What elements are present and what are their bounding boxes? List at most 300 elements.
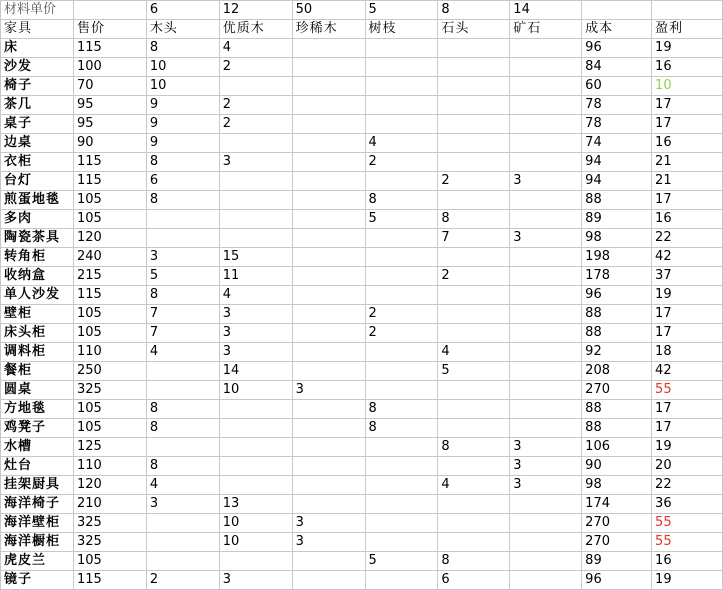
sale-price-cell[interactable]: 105 <box>73 400 146 419</box>
sale-price-cell[interactable]: 105 <box>73 552 146 571</box>
profit-cell[interactable]: 19 <box>652 286 723 305</box>
furniture-name-cell[interactable]: 餐柜 <box>1 362 74 381</box>
ore-qty-cell[interactable] <box>510 267 582 286</box>
price-cell[interactable]: 12 <box>219 1 292 20</box>
ore-qty-cell[interactable] <box>510 514 582 533</box>
quality-wood-qty-cell[interactable]: 10 <box>219 381 292 400</box>
profit-cell[interactable]: 16 <box>652 552 723 571</box>
branch-qty-cell[interactable]: 2 <box>365 324 438 343</box>
sale-price-cell[interactable]: 115 <box>73 172 146 191</box>
rare-wood-qty-cell[interactable] <box>292 457 365 476</box>
cost-cell[interactable]: 74 <box>582 134 652 153</box>
cost-cell[interactable]: 198 <box>582 248 652 267</box>
wood-qty-cell[interactable]: 5 <box>146 267 219 286</box>
profit-cell[interactable]: 19 <box>652 438 723 457</box>
cost-cell[interactable]: 178 <box>582 267 652 286</box>
cost-cell[interactable]: 96 <box>582 571 652 590</box>
profit-cell[interactable]: 55 <box>652 514 723 533</box>
stone-qty-cell[interactable] <box>438 419 510 438</box>
ore-qty-cell[interactable] <box>510 495 582 514</box>
wood-qty-cell[interactable]: 8 <box>146 400 219 419</box>
column-header[interactable]: 优质木 <box>219 20 292 39</box>
stone-qty-cell[interactable] <box>438 248 510 267</box>
stone-qty-cell[interactable] <box>438 457 510 476</box>
profit-cell[interactable]: 17 <box>652 419 723 438</box>
rare-wood-qty-cell[interactable]: 3 <box>292 514 365 533</box>
profit-cell[interactable]: 37 <box>652 267 723 286</box>
sale-price-cell[interactable]: 215 <box>73 267 146 286</box>
wood-qty-cell[interactable]: 4 <box>146 476 219 495</box>
wood-qty-cell[interactable]: 4 <box>146 343 219 362</box>
column-header[interactable]: 珍稀木 <box>292 20 365 39</box>
wood-qty-cell[interactable]: 10 <box>146 58 219 77</box>
cost-cell[interactable]: 78 <box>582 115 652 134</box>
branch-qty-cell[interactable] <box>365 248 438 267</box>
rare-wood-qty-cell[interactable] <box>292 191 365 210</box>
price-cell[interactable]: 50 <box>292 1 365 20</box>
ore-qty-cell[interactable] <box>510 400 582 419</box>
wood-qty-cell[interactable]: 3 <box>146 495 219 514</box>
sale-price-cell[interactable]: 100 <box>73 58 146 77</box>
sale-price-cell[interactable]: 95 <box>73 115 146 134</box>
stone-qty-cell[interactable] <box>438 533 510 552</box>
quality-wood-qty-cell[interactable]: 3 <box>219 324 292 343</box>
furniture-name-cell[interactable]: 鸡凳子 <box>1 419 74 438</box>
cost-cell[interactable]: 90 <box>582 457 652 476</box>
branch-qty-cell[interactable]: 2 <box>365 153 438 172</box>
price-cell[interactable]: 6 <box>146 1 219 20</box>
wood-qty-cell[interactable] <box>146 362 219 381</box>
sale-price-cell[interactable]: 105 <box>73 419 146 438</box>
quality-wood-qty-cell[interactable] <box>219 134 292 153</box>
ore-qty-cell[interactable]: 3 <box>510 172 582 191</box>
cost-cell[interactable]: 98 <box>582 476 652 495</box>
sale-price-cell[interactable]: 110 <box>73 343 146 362</box>
rare-wood-qty-cell[interactable] <box>292 400 365 419</box>
ore-qty-cell[interactable] <box>510 362 582 381</box>
sale-price-cell[interactable]: 90 <box>73 134 146 153</box>
furniture-name-cell[interactable]: 挂架厨具 <box>1 476 74 495</box>
sale-price-cell[interactable]: 105 <box>73 191 146 210</box>
branch-qty-cell[interactable]: 2 <box>365 305 438 324</box>
branch-qty-cell[interactable] <box>365 172 438 191</box>
material-price-label[interactable]: 材料单价 <box>1 1 74 20</box>
sale-price-cell[interactable]: 95 <box>73 96 146 115</box>
quality-wood-qty-cell[interactable]: 15 <box>219 248 292 267</box>
ore-qty-cell[interactable] <box>510 77 582 96</box>
quality-wood-qty-cell[interactable]: 4 <box>219 286 292 305</box>
quality-wood-qty-cell[interactable] <box>219 457 292 476</box>
ore-qty-cell[interactable] <box>510 153 582 172</box>
stone-qty-cell[interactable] <box>438 39 510 58</box>
branch-qty-cell[interactable] <box>365 457 438 476</box>
cost-cell[interactable]: 94 <box>582 153 652 172</box>
wood-qty-cell[interactable]: 8 <box>146 419 219 438</box>
cost-cell[interactable]: 94 <box>582 172 652 191</box>
rare-wood-qty-cell[interactable]: 3 <box>292 533 365 552</box>
quality-wood-qty-cell[interactable]: 3 <box>219 571 292 590</box>
column-header[interactable]: 石头 <box>438 20 510 39</box>
furniture-name-cell[interactable]: 床头柜 <box>1 324 74 343</box>
cost-cell[interactable]: 98 <box>582 229 652 248</box>
wood-qty-cell[interactable]: 2 <box>146 571 219 590</box>
quality-wood-qty-cell[interactable] <box>219 210 292 229</box>
profit-cell[interactable]: 55 <box>652 381 723 400</box>
cost-cell[interactable]: 88 <box>582 324 652 343</box>
profit-cell[interactable]: 21 <box>652 153 723 172</box>
furniture-name-cell[interactable]: 单人沙发 <box>1 286 74 305</box>
profit-cell[interactable]: 16 <box>652 134 723 153</box>
price-cell[interactable]: 5 <box>365 1 438 20</box>
stone-qty-cell[interactable] <box>438 305 510 324</box>
wood-qty-cell[interactable]: 10 <box>146 77 219 96</box>
ore-qty-cell[interactable] <box>510 96 582 115</box>
branch-qty-cell[interactable] <box>365 267 438 286</box>
quality-wood-qty-cell[interactable]: 3 <box>219 153 292 172</box>
cost-cell[interactable]: 106 <box>582 438 652 457</box>
sale-price-cell[interactable]: 105 <box>73 324 146 343</box>
quality-wood-qty-cell[interactable] <box>219 77 292 96</box>
quality-wood-qty-cell[interactable] <box>219 552 292 571</box>
furniture-name-cell[interactable]: 壁柜 <box>1 305 74 324</box>
rare-wood-qty-cell[interactable] <box>292 495 365 514</box>
ore-qty-cell[interactable] <box>510 39 582 58</box>
cost-cell[interactable]: 96 <box>582 39 652 58</box>
stone-qty-cell[interactable] <box>438 115 510 134</box>
quality-wood-qty-cell[interactable]: 3 <box>219 305 292 324</box>
profit-cell[interactable]: 10 <box>652 77 723 96</box>
cost-cell[interactable]: 270 <box>582 514 652 533</box>
wood-qty-cell[interactable]: 9 <box>146 134 219 153</box>
rare-wood-qty-cell[interactable] <box>292 267 365 286</box>
rare-wood-qty-cell[interactable] <box>292 172 365 191</box>
wood-qty-cell[interactable]: 7 <box>146 324 219 343</box>
furniture-name-cell[interactable]: 茶几 <box>1 96 74 115</box>
stone-qty-cell[interactable] <box>438 153 510 172</box>
quality-wood-qty-cell[interactable] <box>219 438 292 457</box>
column-header[interactable]: 木头 <box>146 20 219 39</box>
furniture-name-cell[interactable]: 调料柜 <box>1 343 74 362</box>
profit-cell[interactable]: 55 <box>652 533 723 552</box>
stone-qty-cell[interactable] <box>438 286 510 305</box>
profit-cell[interactable]: 22 <box>652 229 723 248</box>
quality-wood-qty-cell[interactable] <box>219 172 292 191</box>
rare-wood-qty-cell[interactable] <box>292 248 365 267</box>
ore-qty-cell[interactable] <box>510 115 582 134</box>
branch-qty-cell[interactable]: 5 <box>365 210 438 229</box>
sale-price-cell[interactable]: 105 <box>73 305 146 324</box>
branch-qty-cell[interactable]: 8 <box>365 191 438 210</box>
profit-cell[interactable]: 17 <box>652 400 723 419</box>
ore-qty-cell[interactable] <box>510 134 582 153</box>
quality-wood-qty-cell[interactable] <box>219 476 292 495</box>
stone-qty-cell[interactable]: 4 <box>438 476 510 495</box>
cost-cell[interactable]: 89 <box>582 210 652 229</box>
profit-cell[interactable]: 20 <box>652 457 723 476</box>
quality-wood-qty-cell[interactable]: 2 <box>219 58 292 77</box>
cost-cell[interactable]: 88 <box>582 400 652 419</box>
rare-wood-qty-cell[interactable] <box>292 210 365 229</box>
column-header[interactable]: 矿石 <box>510 20 582 39</box>
sale-price-cell[interactable]: 250 <box>73 362 146 381</box>
sale-price-cell[interactable]: 240 <box>73 248 146 267</box>
rare-wood-qty-cell[interactable] <box>292 153 365 172</box>
cost-cell[interactable]: 84 <box>582 58 652 77</box>
wood-qty-cell[interactable]: 8 <box>146 39 219 58</box>
stone-qty-cell[interactable] <box>438 400 510 419</box>
ore-qty-cell[interactable] <box>510 552 582 571</box>
furniture-name-cell[interactable]: 镜子 <box>1 571 74 590</box>
wood-qty-cell[interactable] <box>146 438 219 457</box>
wood-qty-cell[interactable] <box>146 229 219 248</box>
stone-qty-cell[interactable] <box>438 495 510 514</box>
quality-wood-qty-cell[interactable]: 11 <box>219 267 292 286</box>
branch-qty-cell[interactable] <box>365 514 438 533</box>
branch-qty-cell[interactable]: 4 <box>365 134 438 153</box>
profit-cell[interactable]: 18 <box>652 343 723 362</box>
profit-cell[interactable]: 22 <box>652 476 723 495</box>
cost-cell[interactable]: 88 <box>582 305 652 324</box>
furniture-name-cell[interactable]: 转角柜 <box>1 248 74 267</box>
furniture-name-cell[interactable]: 衣柜 <box>1 153 74 172</box>
quality-wood-qty-cell[interactable] <box>219 191 292 210</box>
price-cell[interactable] <box>582 1 652 20</box>
stone-qty-cell[interactable]: 2 <box>438 267 510 286</box>
cost-cell[interactable]: 92 <box>582 343 652 362</box>
ore-qty-cell[interactable]: 3 <box>510 229 582 248</box>
branch-qty-cell[interactable] <box>365 571 438 590</box>
furniture-name-cell[interactable]: 煎蛋地毯 <box>1 191 74 210</box>
cost-cell[interactable]: 88 <box>582 191 652 210</box>
wood-qty-cell[interactable] <box>146 552 219 571</box>
profit-cell[interactable]: 17 <box>652 191 723 210</box>
cost-cell[interactable]: 96 <box>582 286 652 305</box>
profit-cell[interactable]: 36 <box>652 495 723 514</box>
furniture-name-cell[interactable]: 边桌 <box>1 134 74 153</box>
rare-wood-qty-cell[interactable] <box>292 419 365 438</box>
furniture-name-cell[interactable]: 海洋壁柜 <box>1 514 74 533</box>
price-cell[interactable] <box>652 1 723 20</box>
quality-wood-qty-cell[interactable]: 10 <box>219 533 292 552</box>
furniture-name-cell[interactable]: 多肉 <box>1 210 74 229</box>
quality-wood-qty-cell[interactable]: 4 <box>219 39 292 58</box>
branch-qty-cell[interactable] <box>365 58 438 77</box>
wood-qty-cell[interactable] <box>146 381 219 400</box>
column-header[interactable]: 成本 <box>582 20 652 39</box>
branch-qty-cell[interactable] <box>365 96 438 115</box>
sale-price-cell[interactable]: 115 <box>73 286 146 305</box>
quality-wood-qty-cell[interactable] <box>219 419 292 438</box>
furniture-name-cell[interactable]: 陶瓷茶具 <box>1 229 74 248</box>
furniture-name-cell[interactable]: 桌子 <box>1 115 74 134</box>
branch-qty-cell[interactable] <box>365 438 438 457</box>
stone-qty-cell[interactable] <box>438 58 510 77</box>
ore-qty-cell[interactable] <box>510 533 582 552</box>
branch-qty-cell[interactable] <box>365 39 438 58</box>
ore-qty-cell[interactable] <box>510 571 582 590</box>
furniture-name-cell[interactable]: 椅子 <box>1 77 74 96</box>
profit-cell[interactable]: 21 <box>652 172 723 191</box>
stone-qty-cell[interactable]: 7 <box>438 229 510 248</box>
furniture-name-cell[interactable]: 水槽 <box>1 438 74 457</box>
wood-qty-cell[interactable]: 8 <box>146 191 219 210</box>
ore-qty-cell[interactable]: 3 <box>510 457 582 476</box>
sale-price-cell[interactable]: 115 <box>73 39 146 58</box>
rare-wood-qty-cell[interactable]: 3 <box>292 381 365 400</box>
rare-wood-qty-cell[interactable] <box>292 115 365 134</box>
wood-qty-cell[interactable]: 8 <box>146 286 219 305</box>
profit-cell[interactable]: 19 <box>652 571 723 590</box>
branch-qty-cell[interactable]: 5 <box>365 552 438 571</box>
stone-qty-cell[interactable]: 8 <box>438 210 510 229</box>
rare-wood-qty-cell[interactable] <box>292 438 365 457</box>
sale-price-cell[interactable]: 110 <box>73 457 146 476</box>
rare-wood-qty-cell[interactable] <box>292 324 365 343</box>
stone-qty-cell[interactable] <box>438 96 510 115</box>
cost-cell[interactable]: 208 <box>582 362 652 381</box>
column-header[interactable]: 树枝 <box>365 20 438 39</box>
cost-cell[interactable]: 78 <box>582 96 652 115</box>
wood-qty-cell[interactable]: 3 <box>146 248 219 267</box>
wood-qty-cell[interactable]: 8 <box>146 153 219 172</box>
sale-price-cell[interactable]: 120 <box>73 476 146 495</box>
branch-qty-cell[interactable] <box>365 115 438 134</box>
branch-qty-cell[interactable] <box>365 533 438 552</box>
profit-cell[interactable]: 19 <box>652 39 723 58</box>
wood-qty-cell[interactable]: 6 <box>146 172 219 191</box>
branch-qty-cell[interactable] <box>365 362 438 381</box>
stone-qty-cell[interactable]: 6 <box>438 571 510 590</box>
branch-qty-cell[interactable] <box>365 229 438 248</box>
stone-qty-cell[interactable]: 8 <box>438 552 510 571</box>
wood-qty-cell[interactable] <box>146 514 219 533</box>
sale-price-cell[interactable]: 115 <box>73 571 146 590</box>
branch-qty-cell[interactable] <box>365 77 438 96</box>
stone-qty-cell[interactable] <box>438 191 510 210</box>
sale-price-cell[interactable]: 325 <box>73 514 146 533</box>
branch-qty-cell[interactable]: 8 <box>365 419 438 438</box>
stone-qty-cell[interactable] <box>438 324 510 343</box>
rare-wood-qty-cell[interactable] <box>292 305 365 324</box>
furniture-name-cell[interactable]: 收纳盒 <box>1 267 74 286</box>
ore-qty-cell[interactable] <box>510 191 582 210</box>
furniture-name-cell[interactable]: 灶台 <box>1 457 74 476</box>
rare-wood-qty-cell[interactable] <box>292 58 365 77</box>
column-header[interactable]: 家具 <box>1 20 74 39</box>
rare-wood-qty-cell[interactable] <box>292 96 365 115</box>
price-cell[interactable]: 8 <box>438 1 510 20</box>
stone-qty-cell[interactable] <box>438 77 510 96</box>
rare-wood-qty-cell[interactable] <box>292 571 365 590</box>
wood-qty-cell[interactable]: 8 <box>146 457 219 476</box>
branch-qty-cell[interactable] <box>365 381 438 400</box>
furniture-name-cell[interactable]: 台灯 <box>1 172 74 191</box>
cost-cell[interactable]: 174 <box>582 495 652 514</box>
rare-wood-qty-cell[interactable] <box>292 476 365 495</box>
price-cell[interactable] <box>73 1 146 20</box>
furniture-name-cell[interactable]: 虎皮兰 <box>1 552 74 571</box>
sale-price-cell[interactable]: 120 <box>73 229 146 248</box>
stone-qty-cell[interactable]: 5 <box>438 362 510 381</box>
rare-wood-qty-cell[interactable] <box>292 134 365 153</box>
furniture-name-cell[interactable]: 海洋椅子 <box>1 495 74 514</box>
furniture-name-cell[interactable]: 圆桌 <box>1 381 74 400</box>
cost-cell[interactable]: 89 <box>582 552 652 571</box>
quality-wood-qty-cell[interactable]: 10 <box>219 514 292 533</box>
wood-qty-cell[interactable] <box>146 533 219 552</box>
branch-qty-cell[interactable] <box>365 495 438 514</box>
rare-wood-qty-cell[interactable] <box>292 229 365 248</box>
wood-qty-cell[interactable] <box>146 210 219 229</box>
stone-qty-cell[interactable]: 8 <box>438 438 510 457</box>
quality-wood-qty-cell[interactable]: 3 <box>219 343 292 362</box>
profit-cell[interactable]: 16 <box>652 210 723 229</box>
wood-qty-cell[interactable]: 9 <box>146 96 219 115</box>
rare-wood-qty-cell[interactable] <box>292 286 365 305</box>
sale-price-cell[interactable]: 70 <box>73 77 146 96</box>
profit-cell[interactable]: 17 <box>652 305 723 324</box>
profit-cell[interactable]: 17 <box>652 324 723 343</box>
rare-wood-qty-cell[interactable] <box>292 343 365 362</box>
furniture-name-cell[interactable]: 海洋橱柜 <box>1 533 74 552</box>
cost-cell[interactable]: 88 <box>582 419 652 438</box>
furniture-name-cell[interactable]: 沙发 <box>1 58 74 77</box>
ore-qty-cell[interactable]: 3 <box>510 476 582 495</box>
ore-qty-cell[interactable] <box>510 343 582 362</box>
profit-cell[interactable]: 42 <box>652 248 723 267</box>
quality-wood-qty-cell[interactable] <box>219 229 292 248</box>
sale-price-cell[interactable]: 125 <box>73 438 146 457</box>
price-cell[interactable]: 14 <box>510 1 582 20</box>
column-header[interactable]: 售价 <box>73 20 146 39</box>
rare-wood-qty-cell[interactable] <box>292 77 365 96</box>
quality-wood-qty-cell[interactable]: 13 <box>219 495 292 514</box>
ore-qty-cell[interactable] <box>510 381 582 400</box>
profit-cell[interactable]: 17 <box>652 115 723 134</box>
sale-price-cell[interactable]: 210 <box>73 495 146 514</box>
furniture-name-cell[interactable]: 方地毯 <box>1 400 74 419</box>
quality-wood-qty-cell[interactable]: 2 <box>219 96 292 115</box>
rare-wood-qty-cell[interactable] <box>292 362 365 381</box>
wood-qty-cell[interactable]: 9 <box>146 115 219 134</box>
ore-qty-cell[interactable]: 3 <box>510 438 582 457</box>
cost-cell[interactable]: 270 <box>582 381 652 400</box>
sale-price-cell[interactable]: 115 <box>73 153 146 172</box>
cost-cell[interactable]: 270 <box>582 533 652 552</box>
ore-qty-cell[interactable] <box>510 419 582 438</box>
quality-wood-qty-cell[interactable]: 14 <box>219 362 292 381</box>
branch-qty-cell[interactable] <box>365 343 438 362</box>
ore-qty-cell[interactable] <box>510 324 582 343</box>
wood-qty-cell[interactable]: 7 <box>146 305 219 324</box>
profit-cell[interactable]: 16 <box>652 58 723 77</box>
ore-qty-cell[interactable] <box>510 248 582 267</box>
rare-wood-qty-cell[interactable] <box>292 39 365 58</box>
profit-cell[interactable]: 17 <box>652 96 723 115</box>
quality-wood-qty-cell[interactable] <box>219 400 292 419</box>
ore-qty-cell[interactable] <box>510 210 582 229</box>
sale-price-cell[interactable]: 105 <box>73 210 146 229</box>
branch-qty-cell[interactable]: 8 <box>365 400 438 419</box>
branch-qty-cell[interactable] <box>365 476 438 495</box>
sale-price-cell[interactable]: 325 <box>73 381 146 400</box>
ore-qty-cell[interactable] <box>510 305 582 324</box>
quality-wood-qty-cell[interactable]: 2 <box>219 115 292 134</box>
cost-cell[interactable]: 60 <box>582 77 652 96</box>
branch-qty-cell[interactable] <box>365 286 438 305</box>
stone-qty-cell[interactable] <box>438 134 510 153</box>
stone-qty-cell[interactable] <box>438 514 510 533</box>
